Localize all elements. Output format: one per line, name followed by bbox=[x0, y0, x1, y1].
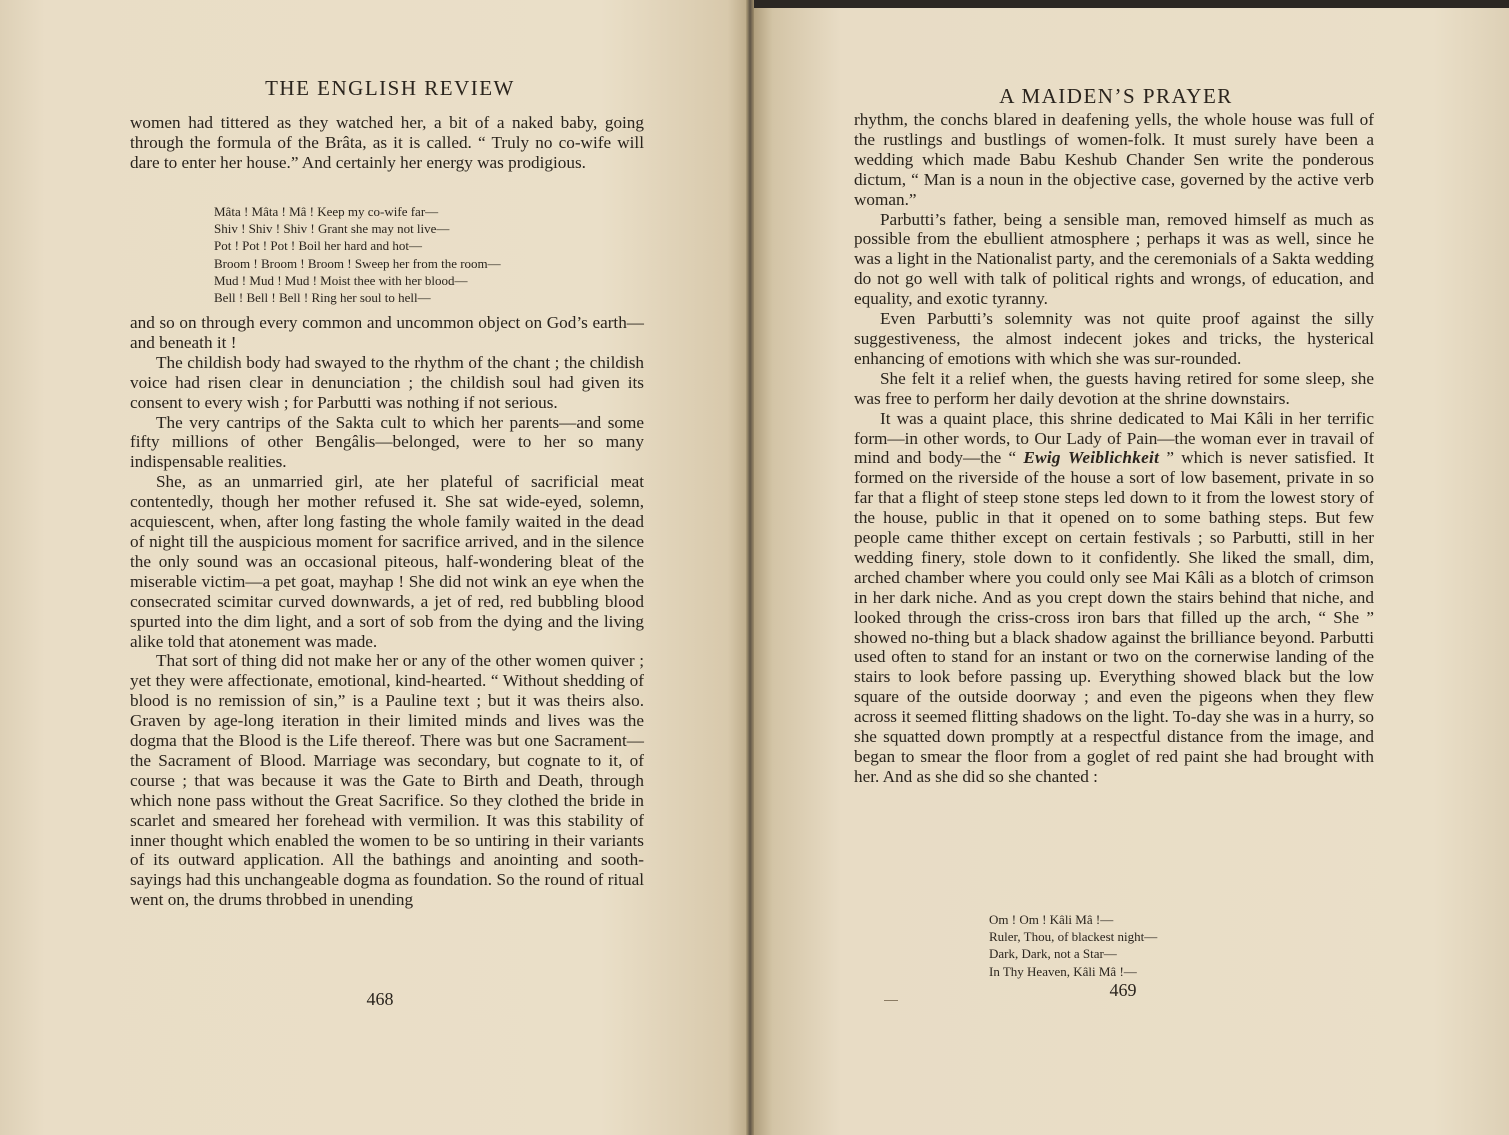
verse-line: Pot ! Pot ! Pot ! Boil her hard and hot— bbox=[214, 238, 422, 254]
right-page bbox=[750, 8, 1509, 1135]
running-head-left: THE ENGLISH REVIEW bbox=[265, 76, 515, 100]
paragraph: Even Parbutti’s solemnity was not quite proof against the silly suggestiveness, the almost indecent jokes and tricks, the hysterical enhancing of emotions with which she was sur-rounded. bbox=[854, 309, 1374, 368]
paragraph: Parbutti’s father, being a sensible man, removed himself as much as possible from the ebullient atmosphere ; perhaps it was as well, since he was a light in the Nationalist party, and the ceremonials of a Sakta wedding do not go well with talk of political rights and wrongs, of education, and equality, and exotic tyranny. bbox=[854, 209, 1374, 309]
chant-verse-right bbox=[989, 911, 1157, 980]
german-phrase: Ewig Weiblichkeit bbox=[1023, 448, 1160, 468]
verse-line: Dark, Dark, not a Star— bbox=[989, 946, 1117, 962]
verse-line: Ruler, Thou, of blackest night— bbox=[989, 929, 1158, 945]
right-body-text bbox=[854, 110, 1374, 787]
paragraph bbox=[854, 409, 1374, 787]
book-gutter bbox=[746, 0, 754, 1135]
verse-line: In Thy Heaven, Kâli Mâ !— bbox=[989, 963, 1137, 979]
running-head-right: A MAIDEN’S PRAYER bbox=[999, 84, 1233, 108]
verse-line: Mâta ! Mâta ! Mâ ! Keep my co-wife far— bbox=[214, 204, 439, 219]
paragraph: She felt it a relief when, the guests having retired for some sleep, she was free to perform her daily devotion at the shrine downstairs. bbox=[854, 368, 1374, 408]
left-page bbox=[0, 0, 750, 1135]
verse-line: Om ! Om ! Kâli Mâ !— bbox=[989, 912, 1114, 927]
paragraph-text: It was a quaint place, this shrine dedicated to Mai Kâli in her terrific form—in other words, to Our Lady of Pain—the woman ever in travail of mind and body—the “ bbox=[854, 408, 1374, 468]
chant-verse-left bbox=[214, 203, 501, 306]
verse-line: Shiv ! Shiv ! Shiv ! Grant she may not live— bbox=[214, 221, 450, 237]
left-intro-text bbox=[130, 113, 644, 173]
left-body-text bbox=[130, 313, 644, 910]
verse-line: Broom ! Broom ! Broom ! Sweep her from the room— bbox=[214, 255, 501, 271]
ink-mark bbox=[884, 1000, 898, 1001]
verse-line: Bell ! Bell ! Bell ! Ring her soul to hell— bbox=[214, 290, 431, 306]
paragraph: The very cantrips of the Sakta cult to which her parents—and some fifty millions of other Bengâlis—belonged, were to her so many indispensable realities. bbox=[130, 412, 644, 472]
page-number-left: 468 bbox=[366, 989, 394, 1009]
paragraph: rhythm, the conchs blared in deafening yells, the whole house was full of the rustlings and bustlings of women-folk. It must surely have been a wedding which made Babu Keshub Chander Sen write the ponderous dictum, “ Man is a noun in the objective case, governed by the active verb woman.” bbox=[854, 110, 1374, 209]
paragraph: She, as an unmarried girl, ate her plateful of sacrificial meat contentedly, though her mother refused it. She sat wide-eyed, solemn, acquiescent, when, after long fasting the whole family waited in the dead of night till the auspicious moment for sacrifice arrived, and in the silence the only sound was an occasional piteous, half-wondering bleat of the miserable victim—a pet goat, mayhap ! She did not wink an eye when the consecrated scimitar curved downwards, a jet of red, red bubbling blood spurted into the dim light, and a sort of sob from the dying and the living alike told that atonement was made. bbox=[130, 472, 644, 651]
paragraph: women had tittered as they watched her, a bit of a naked baby, going through the formula of the Brâta, as it is called. “ Truly no co-wife will dare to enter her house.” And certainly her energy was prodigious. bbox=[130, 113, 644, 172]
paragraph: That sort of thing did not make her or any of the other women quiver ; yet they were affectionate, emotional, kind-hearted. “ Without shedding of blood is no remission of sin,” is a Pauline text ; but it was theirs also. Graven by age-long iteration in their limited minds and lives was the dogma that the Blood is the Life thereof. There was but one Sacrament—the Sacrament of Blood. Marriage was secondary, but cognate to it, of course ; that was because it was the Gate to Birth and Death, through which none pass without the Great Sacrifice. So they clothed the bride in scarlet and smeared her forehead with vermilion. It was this stability of inner thought which enabled the women to be so untiring in their variants of its outward application. All the bathings and anointing and sooth-sayings had this unchangeable dogma as foundation. So the round of ritual went on, the drums throbbed in unending bbox=[130, 651, 644, 910]
paragraph: The childish body had swayed to the rhythm of the chant ; the childish voice had risen clear in denunciation ; the childish soul had given its consent to every wish ; for Parbutti was nothing if not serious. bbox=[130, 352, 644, 412]
paragraph: and so on through every common and uncommon object on God’s earth—and beneath it ! bbox=[130, 313, 644, 352]
paragraph-text: ” which is never satisfied. It formed on the riverside of the house a sort of low basement, private in so far that a flight of steep stone steps led down to it from the lowest story of the house, public in that it opened on to some bathing steps. But few people came thither except on certain festivals ; so Parbutti, still in her wedding finery, stole down to it confidently. She liked the small, dim, arched chamber where you could only see Mai Kâli as a blotch of crimson in her dark niche. And as you crept down the stairs behind that niche, and looked through the criss-cross iron bars that filled up the arch, “ She ” showed no-thing but a black shadow against the brilliance beyond. Parbutti used often to stand for an instant or two on the cornerwise landing of the stairs to look before passing up. Everything showed black but the low square of the outside doorway ; and even the pigeons when they flew across it seemed flitting shadows on the light. To-day she was in a hurry, so she squatted down promptly at a respectful distance from the image, and began to smear the floor from a goglet of red paint she had brought with her. And as she did so she chanted : bbox=[854, 448, 1374, 786]
verse-line: Mud ! Mud ! Mud ! Moist thee with her blood— bbox=[214, 272, 468, 288]
page-number-right: 469 bbox=[1109, 980, 1137, 1000]
